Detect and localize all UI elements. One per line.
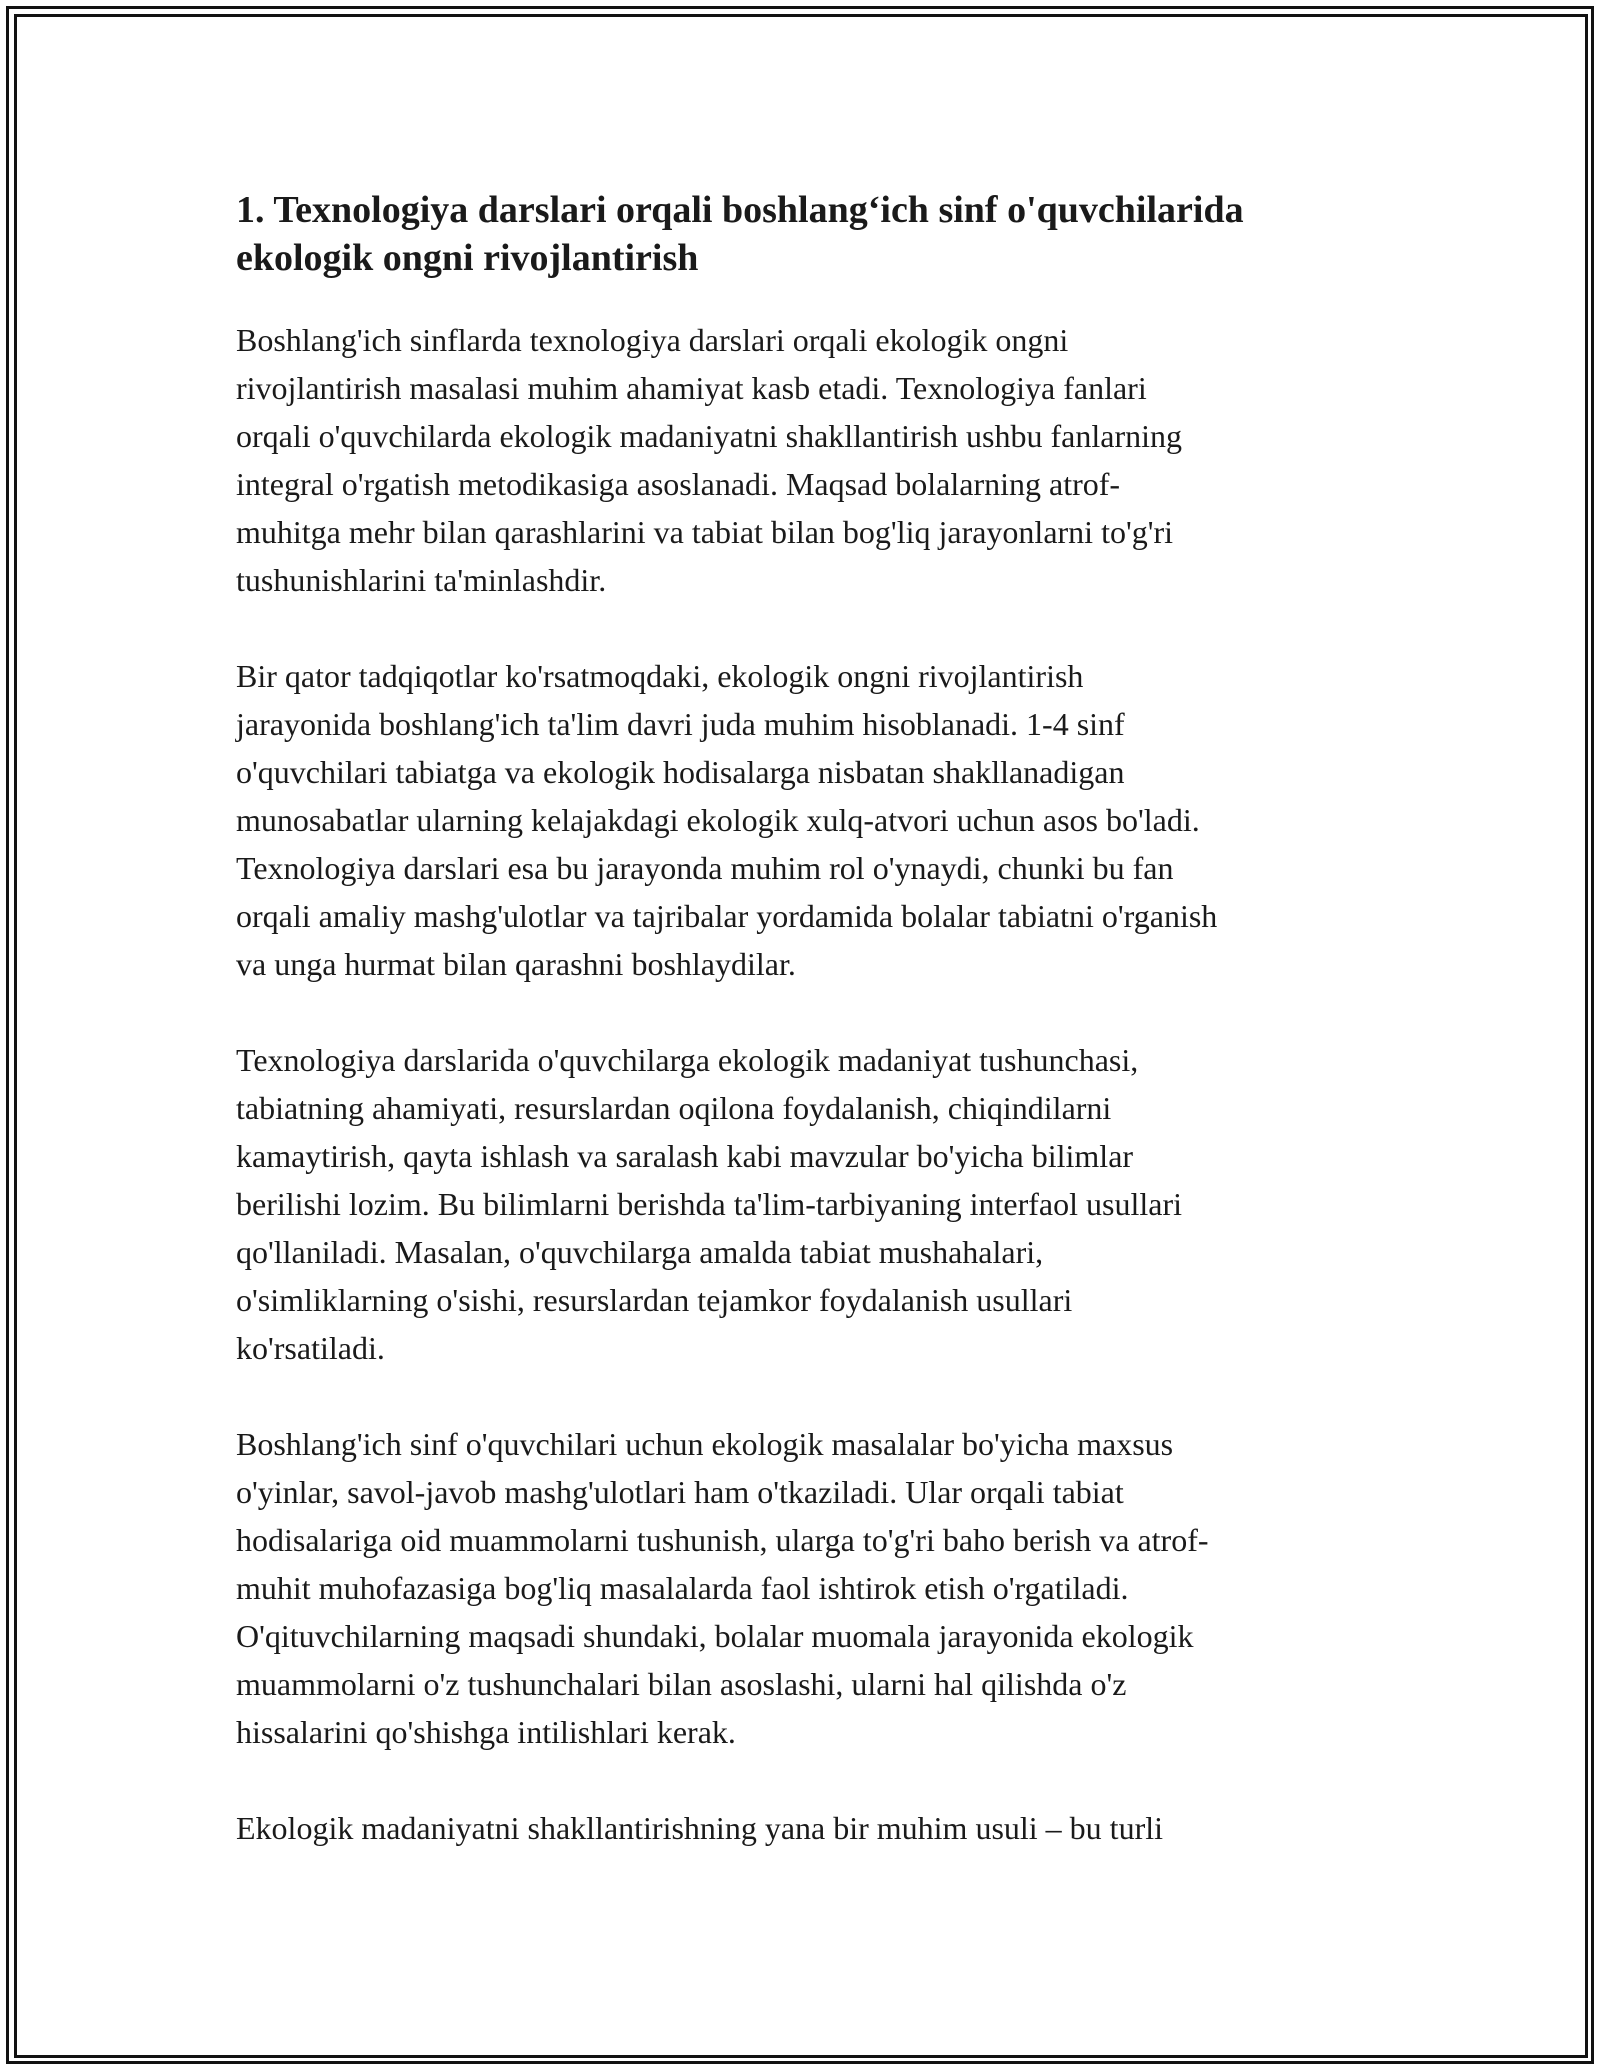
text-line: o'simliklarning o'sishi, resurslardan tejamkor foydalanish usullari (236, 1282, 1073, 1318)
section-heading (236, 186, 1366, 282)
paragraph-4 (236, 1420, 1366, 1756)
text-line: Ekologik madaniyatni shakllantirishning yana bir muhim usuli – bu turli (236, 1810, 1163, 1846)
text-line: o'quvchilari tabiatga va ekologik hodisalarga nisbatan shakllanadigan (236, 754, 1125, 790)
text-line: muhitga mehr bilan qarashlarini va tabiat bilan bog'liq jarayonlarni to'g'ri (236, 514, 1174, 550)
paragraph-3 (236, 1036, 1366, 1372)
text-line: berilishi lozim. Bu bilimlarni berishda ta'lim-tarbiyaning interfaol usullari (236, 1186, 1182, 1222)
text-line: tabiatning ahamiyati, resurslardan oqilona foydalanish, chiqindilarni (236, 1090, 1112, 1126)
heading-line: ekologik ongni rivojlantirish (236, 237, 699, 279)
text-line: va unga hurmat bilan qarashni boshlaydilar. (236, 946, 796, 982)
text-line: kamaytirish, qayta ishlash va saralash kabi mavzular bo'yicha bilimlar (236, 1138, 1134, 1174)
text-line: hodisalariga oid muammolarni tushunish, ularga to'g'ri baho berish va atrof- (236, 1522, 1209, 1558)
text-line: jarayonida boshlang'ich ta'lim davri juda muhim hisoblanadi. 1-4 sinf (236, 706, 1125, 742)
text-line: Boshlang'ich sinflarda texnologiya darslari orqali ekologik ongni (236, 322, 1069, 358)
text-line: qo'llaniladi. Masalan, o'quvchilarga amalda tabiat mushahalari, (236, 1234, 1044, 1270)
paragraph-2 (236, 652, 1366, 988)
text-line: orqali amaliy mashg'ulotlar va tajribalar yordamida bolalar tabiatni o'rganish (236, 898, 1218, 934)
text-line: Texnologiya darslarida o'quvchilarga ekologik madaniyat tushunchasi, (236, 1042, 1139, 1078)
text-line: muhit muhofazasiga bog'liq masalalarda faol ishtirok etish o'rgatiladi. (236, 1570, 1129, 1606)
text-line: rivojlantirish masalasi muhim ahamiyat kasb etadi. Texnologiya fanlari (236, 370, 1147, 406)
paragraph-5 (236, 1804, 1366, 1852)
document-body (236, 186, 1366, 1852)
paragraph-1 (236, 316, 1366, 604)
text-line: ko'rsatiladi. (236, 1330, 385, 1366)
text-line: hissalarini qo'shishga intilishlari kerak. (236, 1714, 736, 1750)
text-line: Texnologiya darslari esa bu jarayonda muhim rol o'ynaydi, chunki bu fan (236, 850, 1174, 886)
heading-line: 1. Texnologiya darslari orqali boshlang‘ich sinf o'quvchilarida (236, 189, 1244, 231)
text-line: integral o'rgatish metodikasiga asoslanadi. Maqsad bolalarning atrof- (236, 466, 1121, 502)
text-line: Bir qator tadqiqotlar ko'rsatmoqdaki, ekologik ongni rivojlantirish (236, 658, 1084, 694)
text-line: munosabatlar ularning kelajakdagi ekologik xulq-atvori uchun asos bo'ladi. (236, 802, 1200, 838)
text-line: tushunishlarini ta'minlashdir. (236, 562, 607, 598)
text-line: O'qituvchilarning maqsadi shundaki, bolalar muomala jarayonida ekologik (236, 1618, 1194, 1654)
text-line: orqali o'quvchilarda ekologik madaniyatni shakllantirish ushbu fanlarning (236, 418, 1182, 454)
text-line: o'yinlar, savol-javob mashg'ulotlari ham o'tkaziladi. Ular orqali tabiat (236, 1474, 1124, 1510)
text-line: Boshlang'ich sinf o'quvchilari uchun ekologik masalalar bo'yicha maxsus (236, 1426, 1174, 1462)
text-line: muammolarni o'z tushunchalari bilan asoslashi, ularni hal qilishda o'z (236, 1666, 1127, 1702)
